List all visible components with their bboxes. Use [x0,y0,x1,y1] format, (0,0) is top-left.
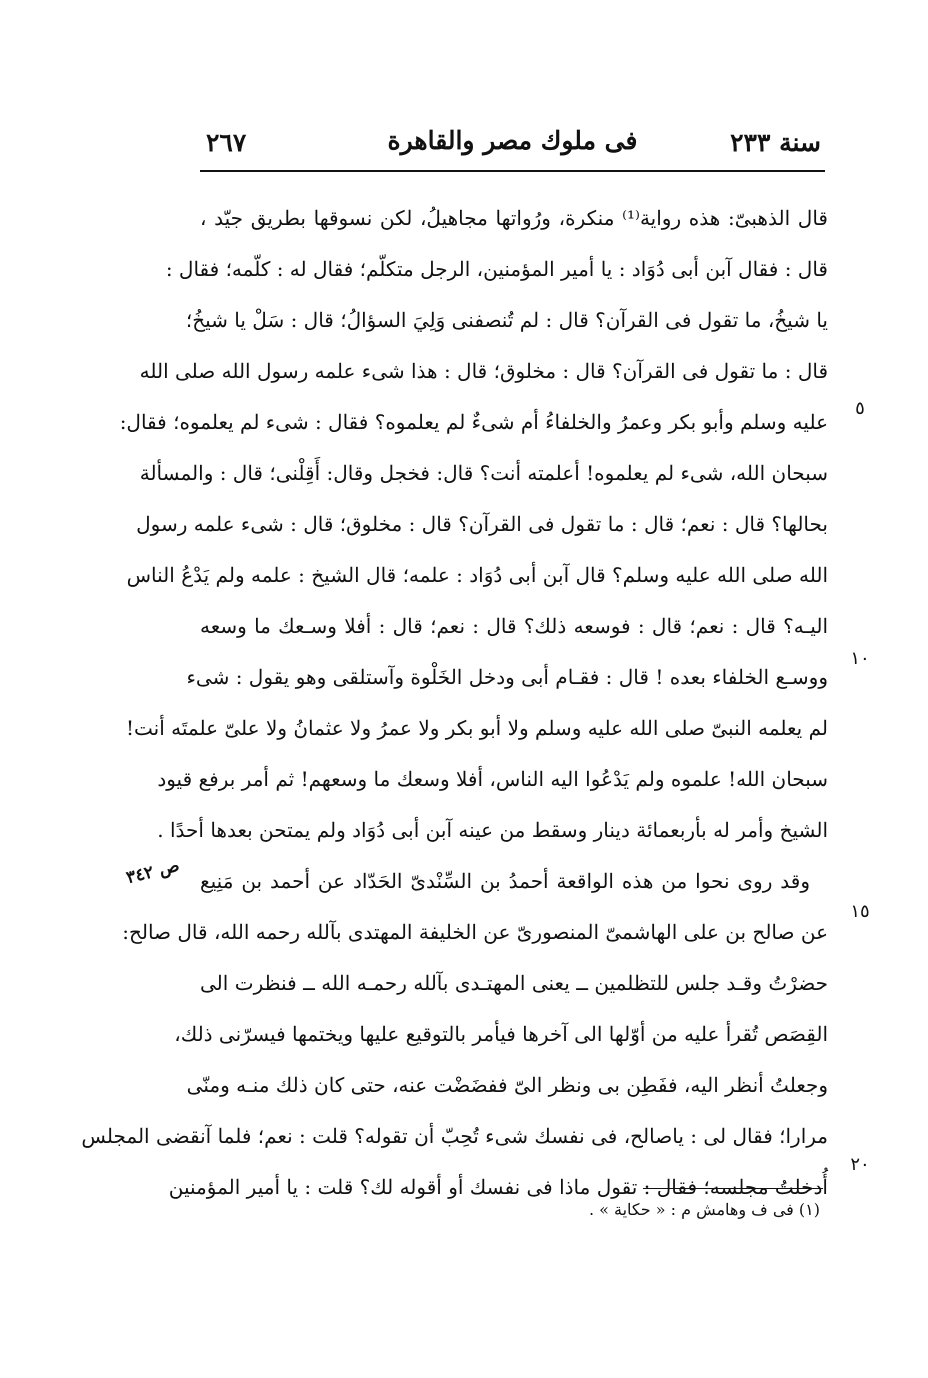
text-line: يا شيخُ، ما تقول فى القرآن؟ قال : لم تُنصفنى وَلِيَ السؤالُ؛ قال : سَلْ يا شيخُ؛ [185,308,828,332]
line-number: ٥ [855,398,865,419]
text-line: ووسـع الخلفاء بعده ! قال : فقـام أبى ودخل الخَلْوة وآستلقى وهو يقول : شىء [186,665,828,689]
year-label: سنة ٢٣٣ [730,128,821,157]
text-line: عليه وسلم وأبو بكر وعمرُ والخلفاءُ أم شىءٌ لم يعلموه؟ فقال : شىء لم يعلموه؛ فقال: [119,410,828,434]
text-line: لم يعلمه النبىّ صلى الله عليه وسلم ولا أبو بكر ولا عمرُ ولا عثمانُ ولا علىّ علمتَه أنت! [125,716,828,740]
text-line: الشيخ وأمر له بأربعمائة دينار وسقط من عينه آبن أبى دُوَاد ولم يمتحن بعدها أحدًا . [157,818,828,842]
text-line: اليـه؟ قال : نعم؛ قال : فوسعه ذلك؟ قال : نعم؛ قال : أفلا وسـعك ما وسعه [200,614,828,638]
text-line: سبحان الله، شىء لم يعلموه! أعلمته أنت؟ قال: فخجل وقال: أَقِلْنى؛ قال : والمسألة [139,461,828,485]
text-line: عن صالح بن على الهاشمىّ المنصورىّ عن الخليفة المهتدى بآلله رحمه الله، قال صالح: [122,920,828,944]
text-line: وجعلتُ أنظر اليه، ففَطِن بى ونظر الىّ ففضَضْت عنه، حتى كان ذلك منـه ومنّى [186,1073,828,1097]
text-line: بحالها؟ قال : نعم؛ قال : ما تقول فى القرآن؟ قال : مخلوق؛ قال : شىء علمه رسول [136,512,828,536]
line-number: ٢٠ [850,1154,870,1175]
page-header [200,120,825,172]
margin-page-reference: ص ٣٤٢ [124,855,182,889]
line-number: ١٥ [850,901,870,922]
footnote: (١) فى ف وهامش م : « حكاية » . [588,1200,820,1219]
text-line: قال : ما تقول فى القرآن؟ قال : مخلوق؛ قال : هذا شىء علمه رسول الله صلى الله [139,359,828,383]
running-title: فى ملوك مصر والقاهرة [387,126,638,155]
text-line: قال : فقال آبن أبى دُوَاد : يا أمير المؤمنين، الرجل متكلّم؛ فقال له : كلّمه؛ فقال : [165,257,828,281]
text-line: قال الذهبىّ: هذه رواية⁽¹⁾ منكرة، ورُواتها مجاهيلُ، لكن نسوقها بطريق جيّد ، [200,206,828,230]
text-line: مرارا؛ فقال لى : ياصالح، فى نفسك شىء تُحِبّ أن تقوله؟ قلت : نعم؛ فلما آنقضى المجلس [81,1124,828,1148]
page-number: ٢٦٧ [206,128,247,157]
text-line: الله صلى الله عليه وسلم؟ قال آبن أبى دُوَاد : علمه؛ قال الشيخ : علمه ولم يَدْعُ الناس [126,563,828,587]
footnote-divider [643,1188,823,1189]
text-line: القِصَص تُقرأ عليه من أوّلها الى آخرها فيأمر بالتوقيع عليها ويختمها فيسرّنى ذلك، [174,1022,828,1046]
line-number: ١٠ [850,648,870,669]
text-line: حضرْتُ وقـد جلس للتظلمين ــ يعنى المهتـدى بآلله رحمـه الله ــ فنظرت الى [200,971,828,995]
text-line: أُدخلتُ مجلسه؛ فقال : تقول ماذا فى نفسك أو أقوله لك؟ قلت : يا أمير المؤمنين [168,1175,828,1199]
text-line: وقد روى نحوا من هذه الواقعة أحمدُ بن السِّنْدىّ الحَدّاد عن أحمد بن مَنِيع [200,869,810,893]
text-line: سبحان الله! علموه ولم يَدْعُوا اليه الناس، أفلا وسعك ما وسعهم! ثم أمر برفع قيود [157,767,828,791]
